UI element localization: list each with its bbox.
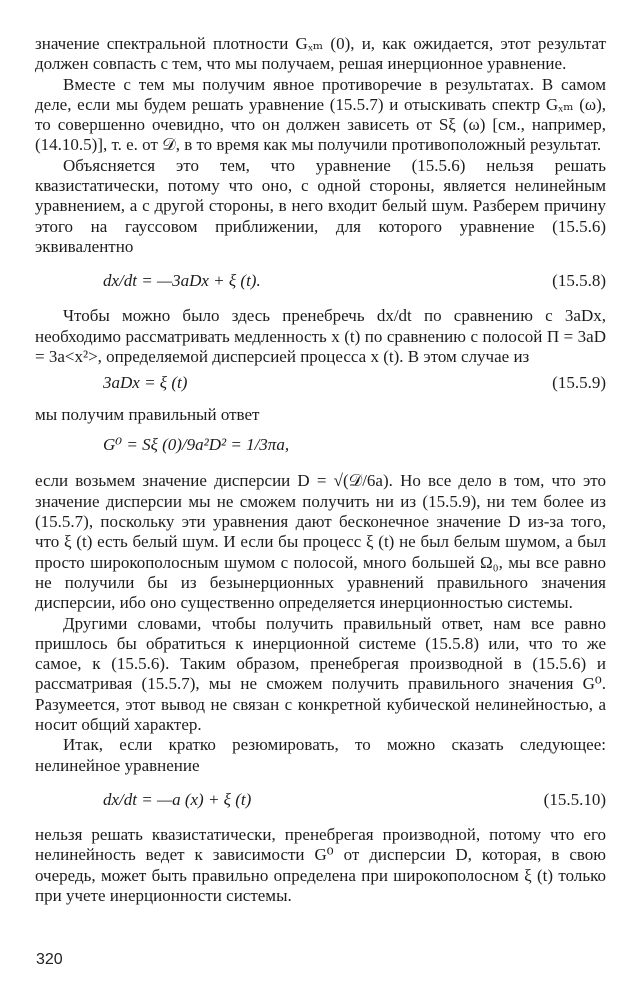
equation-formula: dx/dt = —a (x) + ξ (t) <box>103 789 252 809</box>
equation-g0 <box>35 435 606 455</box>
paragraph-5: мы получим правильный ответ <box>35 405 260 425</box>
paragraph-8: Итак, если кратко резюмировать, то можно сказать следующее: нелинейное уравнение <box>35 735 606 775</box>
equation-formula: 3aDx = ξ (t) <box>103 373 188 393</box>
paragraph-9: нельзя решать квазистатически, пренебрегая производной, потому что его нелинейность ведет к зависимости G⁰ от дисперсии D, которая, в свою очередь, может быть правильно определена при широкополосном ξ (t) только при учете инерционности системы. <box>35 824 606 905</box>
equation-formula: dx/dt = —3aDx + ξ (t). <box>103 271 261 291</box>
paragraph-1: значение спектральной плотности Gₓₘ (0), и, как ожидается, этот результат должен совпасть с тем, что мы получаем, решая инерционное уравнение. <box>35 34 606 74</box>
equation-formula: G⁰ = Sξ (0)/9a²D² = 1/3πa, <box>103 435 290 455</box>
paragraph-4: Чтобы можно было здесь пренебречь dx/dt по сравнению с 3aDx, необходимо рассматривать медленность x (t) по сравнению с полосой П = 3aD = 3a<x²>, определяемой дисперсией процесса x (t). В этом случае из <box>35 306 606 366</box>
equation-number: (15.5.8) <box>552 271 606 291</box>
paragraph-3: Объясняется это тем, что уравнение (15.5.6) нельзя решать квазистатически, потому что оно, с одной стороны, является нелинейным уравнением, а с другой стороны, в него входит белый шум. Разберем причину этого на гауссовом приближении, для которого уравнение (15.5.6) эквивалентно <box>35 155 606 256</box>
paragraph-7: Другими словами, чтобы получить правильный ответ, нам все равно пришлось бы обратиться к инерционной системе (15.5.8) или, что то же самое, к (15.5.6). Таким образом, пренебрегая производной в (15.5.6) и рассматривая (15.5.7), мы не сможем получить правильного значения G⁰. Разумеется, этот вывод не связан с конкретной кубической нелинейностью, а носит общий характер. <box>35 613 606 735</box>
equation-15-5-9 <box>35 373 606 393</box>
paragraph-6: если возьмем значение дисперсии D = √(𝒟/6a). Но все дело в том, что это значение дисперсии мы не сможем получить ни из (15.5.9), ни тем более из (15.5.7), поскольку эти уравнения дают бесконечное значение D из-за того, что ξ (t) есть белый шум. И если бы процесс ξ (t) не был белым шумом, а был просто широкополосным шумом с полосой, много большей Ω₀, мы все равно не получили бы из безынерционных уравнений правильного значения дисперсии, ибо оно существенно определяется инерционностью системы. <box>35 471 606 613</box>
page-number: 320 <box>36 951 63 968</box>
equation-number: (15.5.10) <box>543 789 606 809</box>
equation-15-5-8 <box>35 271 606 291</box>
equation-15-5-10 <box>35 790 606 810</box>
paragraph-2: Вместе с тем мы получим явное противоречие в результатах. В самом деле, если мы будем решать уравнение (15.5.7) и отыскивать спектр Gₓₘ (ω), то совершенно очевидно, что он должен зависеть от Sξ (ω) [см., например, (14.10.5)], т. е. от 𝒟, в то время как мы получили противоположный результат. <box>35 74 606 155</box>
equation-number: (15.5.9) <box>552 373 606 393</box>
